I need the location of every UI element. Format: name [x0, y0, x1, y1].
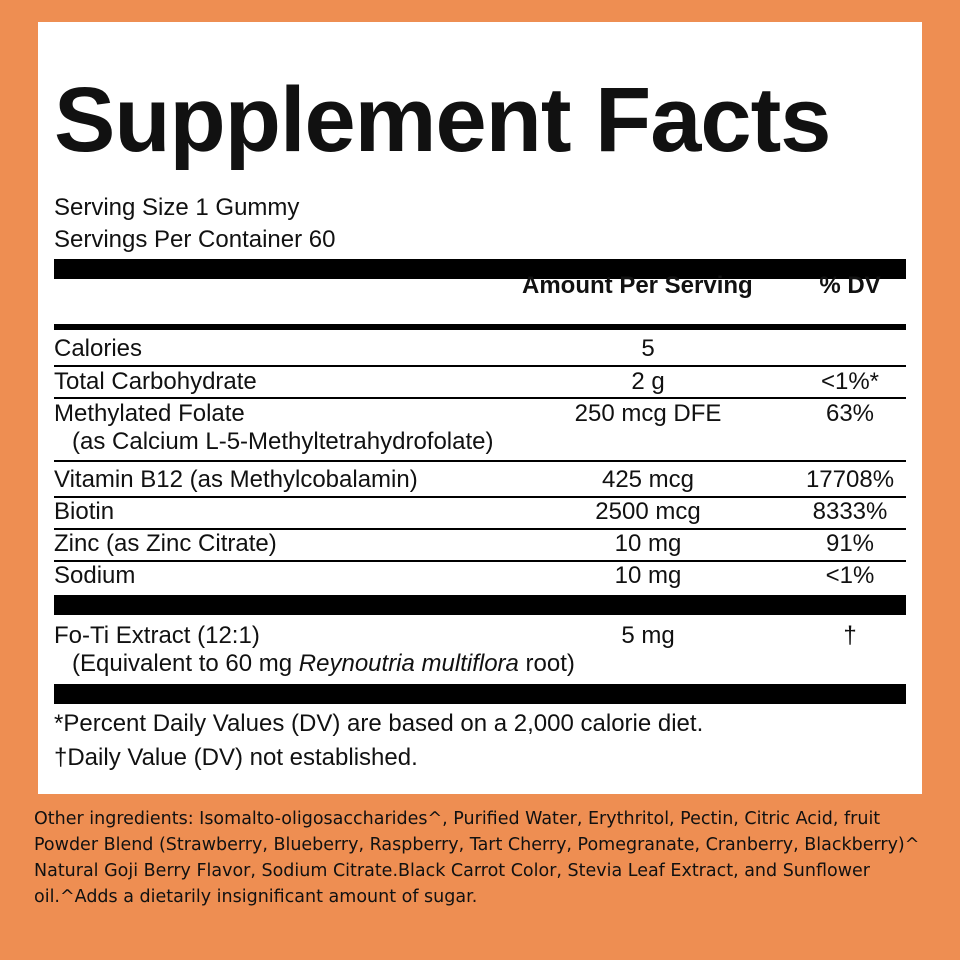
nutrient-dv: 17708% — [805, 466, 895, 493]
nutrient-amount: 2 g — [631, 368, 665, 395]
thick-divider — [54, 595, 906, 615]
nutrient-dv: <1%* — [820, 368, 880, 395]
serving-size: Serving Size 1 Gummy — [54, 194, 300, 221]
nutrient-amount: 10 mg — [614, 562, 682, 589]
nutrient-dv: 8333% — [812, 498, 888, 525]
extract-name: Fo-Ti Extract (12:1) — [54, 622, 260, 649]
row-divider — [54, 460, 906, 462]
nutrient-name: Methylated Folate — [54, 400, 245, 427]
footnote-dv-not-established: †Daily Value (DV) not established. — [54, 744, 418, 771]
extract-dv: † — [843, 622, 857, 649]
footnote-dv-basis: *Percent Daily Values (DV) are based on a 2,000 calorie diet. — [54, 710, 704, 737]
extract-equivalent-prefix: (Equivalent to 60 mg — [72, 650, 299, 677]
other-ingredients-text: Other ingredients: Isomalto-oligosaccharides^, Purified Water, Erythritol, Pectin, Citric Acid, fruit Powder Blend (Strawberry, Blueberry, Raspberry, Tart Cherry, Pomegranate, Cranberry, Blackberry)^ Natural Goji Berry Flavor, Sodium Citrate.Black Carrot Color, Stevia Leaf Extract, and Sunflower oil.^Adds a dietarily insignificant amount of sugar. — [34, 809, 920, 907]
facts-title: Supplement Facts — [54, 69, 831, 171]
extract-amount: 5 mg — [621, 622, 675, 649]
nutrient-source: (as Calcium L-5-Methyltetrahydrofolate) — [72, 428, 494, 455]
nutrient-dv: 63% — [825, 400, 875, 427]
thick-divider — [54, 684, 906, 704]
nutrient-dv: <1% — [825, 562, 875, 589]
nutrient-name: Total Carbohydrate — [54, 368, 257, 395]
extract-equivalent-suffix: root) — [518, 650, 575, 677]
other-ingredients — [34, 806, 940, 910]
row-divider — [54, 560, 906, 562]
nutrient-name: Sodium — [54, 562, 136, 589]
nutrient-amount: 425 mcg — [601, 466, 695, 493]
dv-header: % DV — [819, 272, 881, 299]
nutrient-dv: 91% — [825, 530, 875, 557]
row-divider — [54, 365, 906, 367]
nutrient-amount: 5 — [641, 335, 655, 362]
nutrient-amount: 10 mg — [614, 530, 682, 557]
thick-divider — [54, 259, 906, 279]
row-divider — [54, 397, 906, 399]
nutrient-name: Vitamin B12 (as Methylcobalamin) — [54, 466, 418, 493]
row-divider — [54, 496, 906, 498]
nutrient-name: Biotin — [54, 498, 115, 525]
medium-divider — [54, 324, 906, 330]
supplement-facts-panel — [38, 22, 922, 794]
extract-botanical-name: Reynoutria multiflora — [298, 650, 519, 677]
amount-per-serving-header: Amount Per Serving — [522, 272, 753, 299]
extract-equivalent — [72, 650, 575, 678]
nutrient-amount: 250 mcg DFE — [574, 400, 722, 427]
servings-per-container: Servings Per Container 60 — [54, 226, 336, 253]
nutrient-name: Zinc (as Zinc Citrate) — [54, 530, 277, 557]
nutrient-amount: 2500 mcg — [595, 498, 701, 525]
nutrient-name: Calories — [54, 335, 143, 362]
